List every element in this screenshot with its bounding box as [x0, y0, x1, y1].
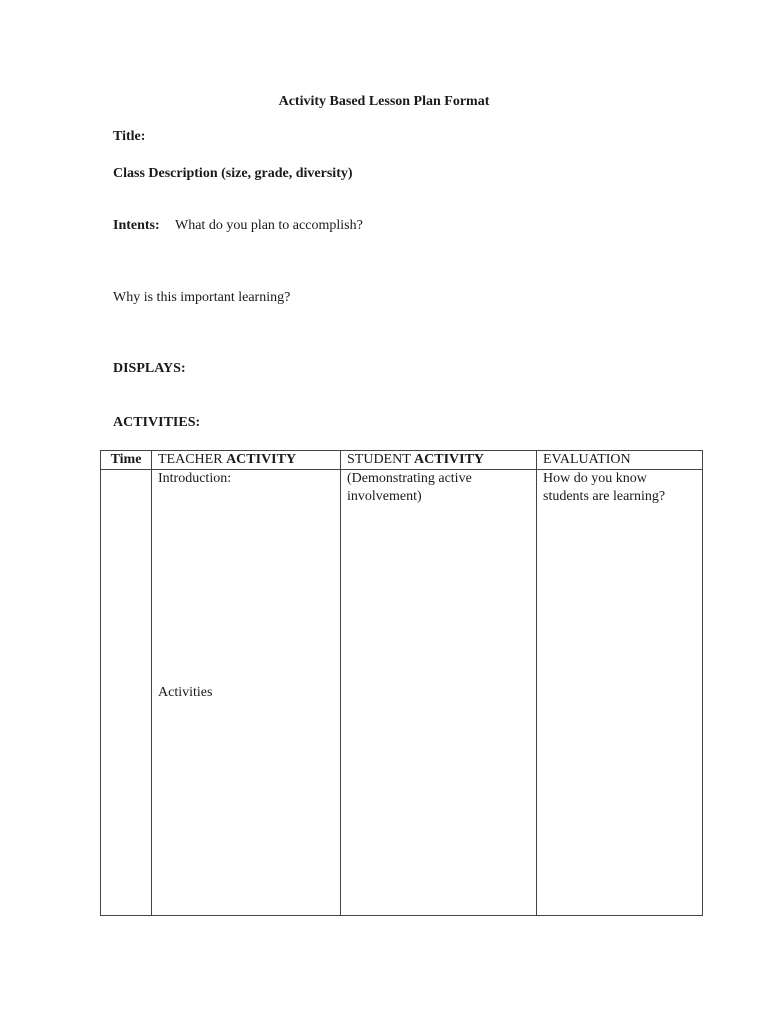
evaluation-note-text: How do you know students are learning? [543, 471, 666, 504]
table-header-row [101, 451, 703, 470]
header-teacher-activity [152, 451, 341, 470]
evaluation-cell[interactable] [537, 470, 703, 916]
teacher-intro-text: Introduction: [158, 471, 232, 486]
header-student-prefix: STUDENT [347, 452, 415, 467]
title-label: Title: [113, 129, 146, 144]
teacher-activities-text: Activities [158, 685, 213, 700]
intents-label: Intents: [113, 218, 160, 233]
header-evaluation: EVALUATION [537, 451, 703, 470]
document-title: Activity Based Lesson Plan Format [278, 94, 490, 109]
header-teacher-prefix: TEACHER [158, 452, 227, 467]
header-teacher-bold: ACTIVITY [226, 452, 297, 467]
lesson-plan-table [100, 450, 703, 916]
student-activity-cell[interactable] [341, 470, 537, 916]
header-time: Time [101, 451, 152, 470]
header-student-bold: ACTIVITY [414, 452, 485, 467]
intents-question: What do you plan to accomplish? [175, 218, 363, 233]
teacher-activity-cell[interactable] [152, 470, 341, 916]
student-note-text: (Demonstrating active involvement) [347, 471, 472, 504]
displays-label: DISPLAYS: [113, 361, 186, 376]
class-description-label: Class Description (size, grade, diversity) [113, 166, 353, 181]
header-student-activity [341, 451, 537, 470]
why-important-question: Why is this important learning? [113, 290, 291, 305]
activities-label: ACTIVITIES: [113, 415, 201, 430]
time-cell[interactable] [101, 470, 152, 916]
table-row [101, 470, 703, 916]
